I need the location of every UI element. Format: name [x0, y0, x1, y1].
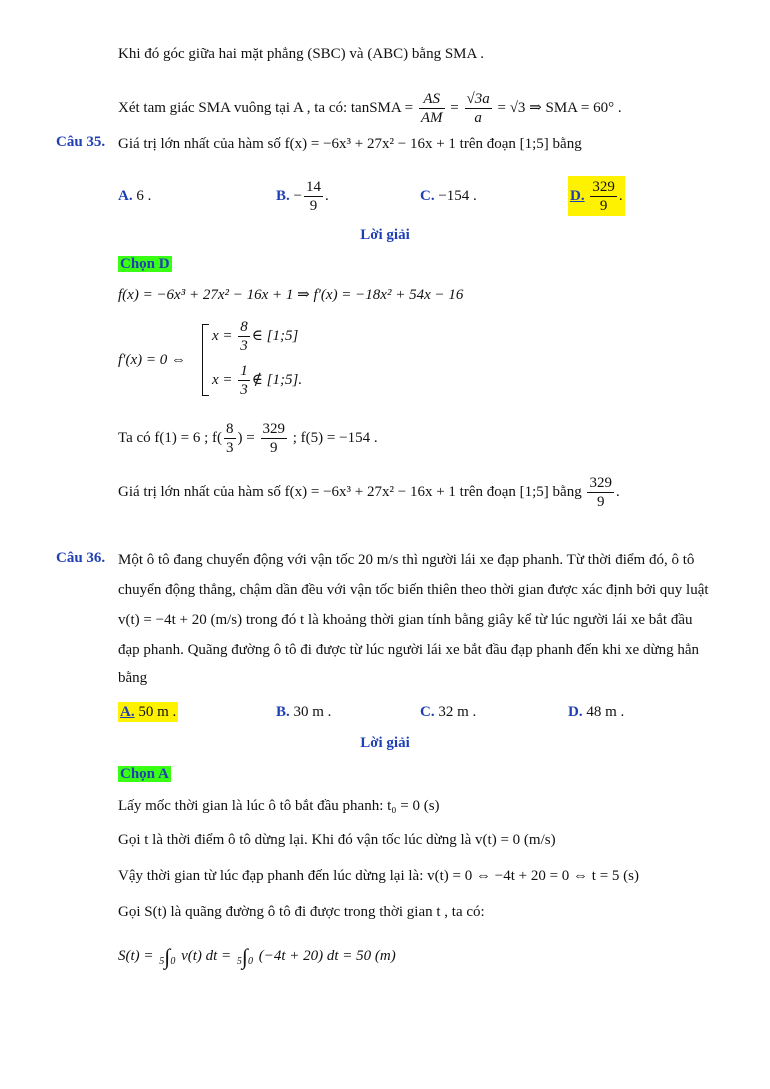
math-line: Xét tam giác SMA vuông tại A , ta có: tanSMA = $\frac{AS}{AM}$ = $\frac{√3a}{a}$ = √3 ⇒ SMA = 60° .	[118, 91, 622, 127]
solution-step: Lấy mốc thời gian là lúc ô tô bắt đầu phanh: t₀ = 0 (s)	[118, 798, 440, 814]
text-line: Khi đó góc giữa hai mặt phẳng (SBC) và (ABC) bằng SMA .	[118, 46, 485, 62]
solution-title: Lời giải	[360, 227, 410, 243]
solution-system: f′(x) = 0 ⇔ x = $\frac{8}{3}$ ∈ [1;5] x = $\frac{1}{3}$ ∉ [1;5].	[118, 319, 303, 398]
option-b[interactable]: B. 30 m .	[276, 704, 332, 720]
solution-title: Lời giải	[360, 735, 410, 751]
question-text: bằng	[118, 670, 148, 686]
solution-step: Gọi t là thời điểm ô tô dừng lại. Khi đó vận tốc lúc dừng là v(t) = 0 (m/s)	[118, 832, 556, 848]
option-a-correct[interactable]: A. 50 m .	[120, 704, 177, 720]
question-text: đạp phanh. Quãng đường ô tô đi được từ lúc người lái xe bắt đầu đạp phanh đến khi xe dừng hẳn	[118, 642, 699, 658]
question-label: Câu 35.	[56, 134, 106, 150]
choice-badge: Chọn A	[120, 766, 169, 782]
solution-step: Gọi S(t) là quãng đường ô tô đi được trong thời gian t , ta có:	[118, 904, 485, 920]
solution-step: Vậy thời gian từ lúc đạp phanh đến lúc dừng lại là: v(t) = 0 ⇔ −4t + 20 = 0 ⇔ t = 5 (s)	[118, 868, 639, 884]
choice-badge: Chọn D	[120, 256, 170, 272]
option-c[interactable]: C. 32 m .	[420, 704, 477, 720]
solution-step: Ta có f(1) = 6 ; f( $\frac{8}{3}$ ) = $\frac{329}{9}$ ; f(5) = −154 .	[118, 421, 378, 457]
question-text: Một ô tô đang chuyển động với vận tốc 20 m/s thì người lái xe đạp phanh. Từ thời điểm đó, ô tô	[118, 552, 695, 568]
option-d[interactable]: D. 48 m .	[568, 704, 625, 720]
option-b[interactable]: B. − $\frac{14}{9}$ .	[276, 179, 329, 215]
solution-step: f(x) = −6x³ + 27x² − 16x + 1 ⇒ f′(x) = −18x² + 54x − 16	[118, 287, 464, 303]
option-d-correct[interactable]: D. $\frac{329}{9}$ .	[568, 176, 625, 216]
question-label: Câu 36.	[56, 550, 106, 566]
solution-conclusion: Giá trị lớn nhất của hàm số f(x) = −6x³ + 27x² − 16x + 1 trên đoạn [1;5] bằng $\frac{329}{9}$ .	[118, 475, 620, 511]
option-c[interactable]: C. −154 .	[420, 188, 477, 204]
question-text: v(t) = −4t + 20 (m/s) trong đó t là khoảng thời gian tính bằng giây kể từ lúc người lái xe bắt đầu	[118, 612, 693, 628]
integral-line: S(t) = 5∫0 v(t) dt = 5∫0 (−4t + 20) dt = 50 (m)	[118, 943, 396, 969]
question-text: chuyển động thẳng, chậm dần đều với vận tốc biến thiên theo thời gian được xác định bởi quy luật	[118, 582, 709, 598]
option-a[interactable]: A. 6 .	[118, 188, 152, 204]
question-text: Giá trị lớn nhất của hàm số f(x) = −6x³ + 27x² − 16x + 1 trên đoạn [1;5] bằng	[118, 136, 582, 152]
